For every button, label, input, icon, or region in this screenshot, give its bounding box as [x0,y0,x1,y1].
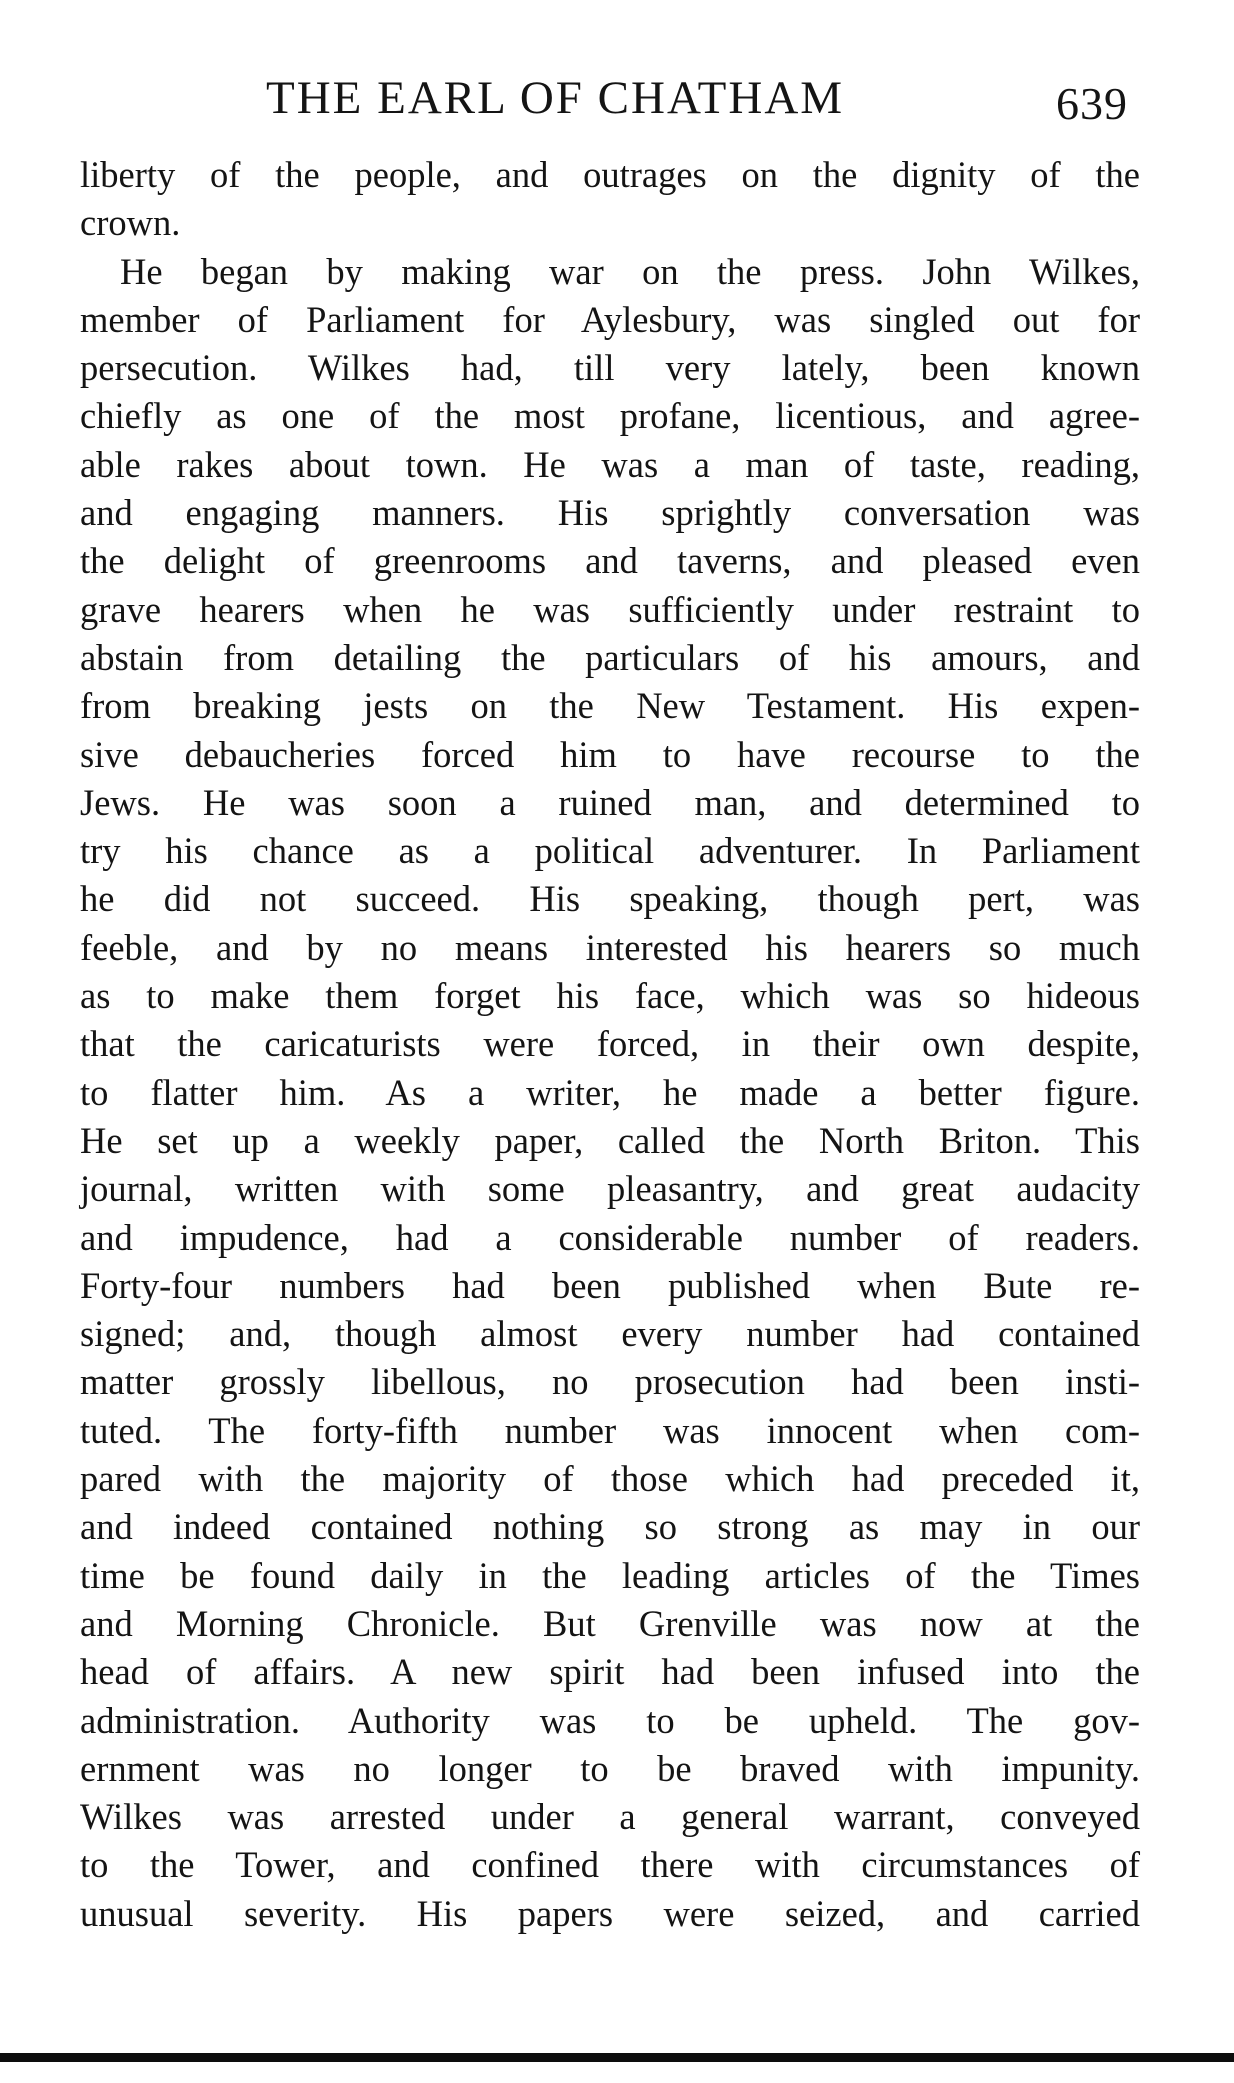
text-line: feeble, and by no means interested his hearers so much [80,926,1140,968]
text-line: to flatter him. As a writer, he made a better figure. [80,1071,1140,1113]
text-line: chiefly as one of the most profane, licentious, and agree- [80,395,1140,437]
text-line: Forty-four numbers had been published when Bute re- [80,1264,1140,1306]
text-line: persecution. Wilkes had, till very lately, been known [80,347,1140,389]
text-line: Jews. He was soon a ruined man, and determined to [80,781,1140,823]
text-line: liberty of the people, and outrages on the dignity of the [80,154,1140,195]
text-line: the delight of greenrooms and taverns, and pleased even [80,540,1140,582]
text-line: sive debaucheries forced him to have recourse to the [80,733,1140,775]
text-line: Wilkes was arrested under a general warrant, conveyed [80,1796,1140,1838]
text-line: time be found daily in the leading articles of the Times [80,1554,1140,1596]
text-line: He set up a weekly paper, called the North Briton. This [80,1119,1140,1161]
text-line: administration. Authority was to be upheld. The gov- [80,1699,1140,1741]
text-line: from breaking jests on the New Testament. His expen- [80,685,1140,727]
text-line: he did not succeed. His speaking, though pert, was [80,878,1140,920]
text-line: unusual severity. His papers were seized, and carried [80,1892,1140,1934]
text-line: member of Parliament for Aylesbury, was singled out for [80,298,1140,340]
body-text [80,151,1140,1938]
text-line: head of affairs. A new spirit had been infused into the [80,1651,1140,1693]
text-line: pared with the majority of those which had preceded it, [80,1458,1140,1500]
text-line: and impudence, had a considerable number of readers. [80,1216,1140,1258]
text-line: ernment was no longer to be braved with impunity. [80,1747,1140,1789]
text-line: grave hearers when he was sufficiently under restraint to [80,588,1140,630]
text-line: try his chance as a political adventurer. In Parliament [80,830,1140,872]
text-line: signed; and, though almost every number had contained [80,1313,1140,1355]
text-line: as to make them forget his face, which was so hideous [80,975,1140,1017]
running-head [80,68,1140,128]
text-line: matter grossly libellous, no prosecution had been insti- [80,1361,1140,1403]
text-line: that the caricaturists were forced, in their own despite, [80,1023,1140,1065]
text-line: and engaging manners. His sprightly conversation was [80,492,1140,534]
text-line: able rakes about town. He was a man of taste, reading, [80,443,1140,485]
page-number: 639 [1056,78,1128,129]
text-line: and indeed contained nothing so strong as may in our [80,1506,1140,1548]
paragraph-first-line: He began by making war on the press. John Wilkes, [120,250,1140,292]
text-line: tuted. The forty-fifth number was innocent when com- [80,1409,1140,1451]
text-line: and Morning Chronicle. But Grenville was now at the [80,1602,1140,1644]
running-title: THE EARL OF CHATHAM [266,72,845,124]
text-line: to the Tower, and confined there with circumstances of [80,1844,1140,1886]
text-line: abstain from detailing the particulars of his amours, and [80,636,1140,678]
text-line: crown. [80,202,181,244]
bottom-rule [0,2053,1234,2062]
text-line: journal, written with some pleasantry, and great audacity [80,1168,1140,1210]
